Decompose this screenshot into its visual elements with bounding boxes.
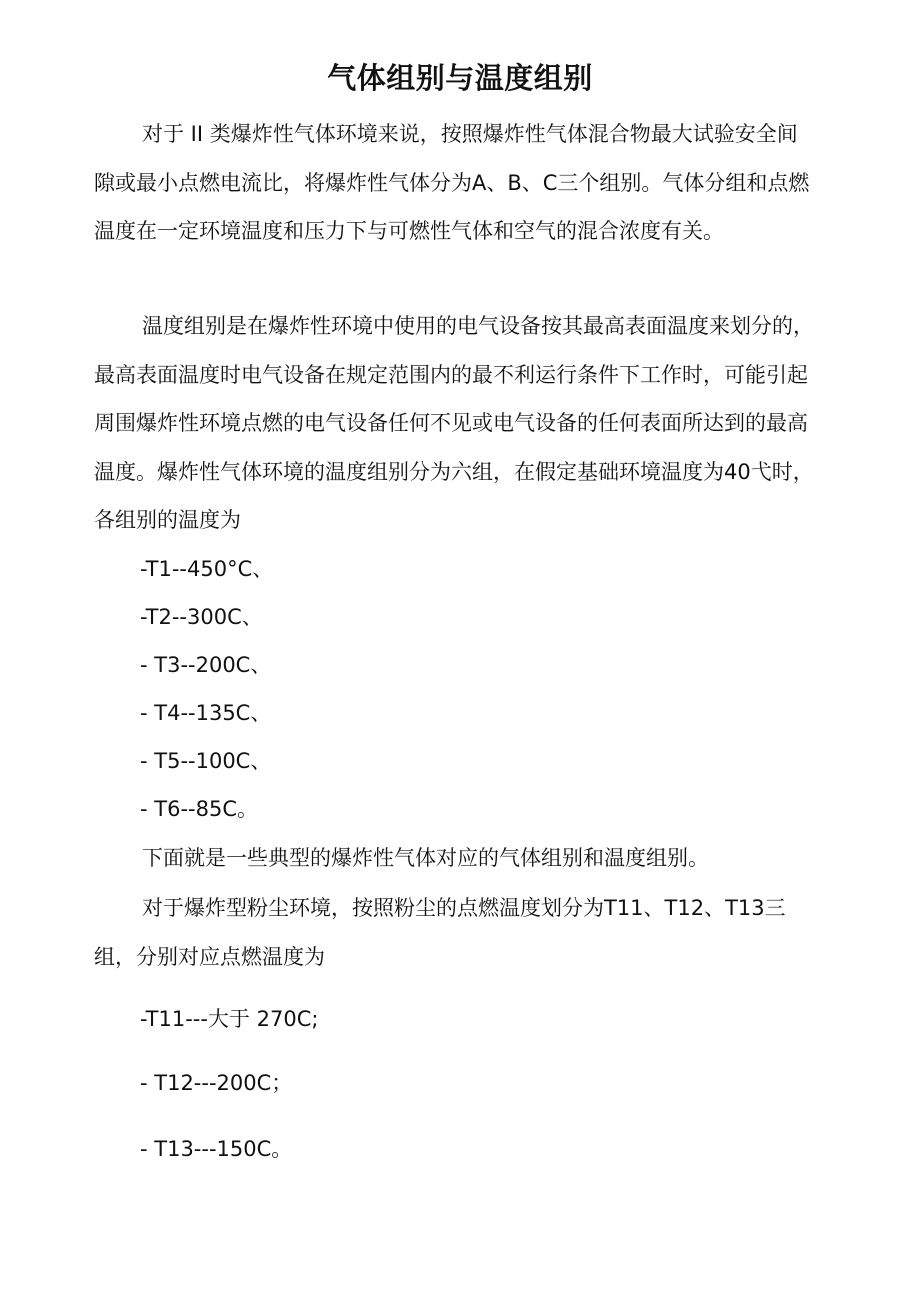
gas-class-item: - T5--100C、 [140,749,272,773]
page-title: 气体组别与温度组别 [327,61,593,95]
dust-class-item: - T12---200C； [140,1071,293,1095]
gas-class-item: - T6--85C。 [140,797,258,821]
paragraph-dust-environment: 对于爆炸型粉尘环境，按照粉尘的点燃温度划分为T11、T12、T13三组，分别对应点燃温度为 [94,896,786,969]
gas-class-item: -T2--300C、 [140,605,263,629]
paragraph-gas-groups: 对于 II 类爆炸性气体环境来说，按照爆炸性气体混合物最大试验安全间隙或最小点燃电流比，将爆炸性气体分为A、B、C三个组别。气体分组和点燃温度在一定环境温度和压力下与可燃性气体和空气的混合浓度有关。 [94,122,810,243]
gas-class-item: -T1--450°C、 [140,557,274,581]
paragraph-temperature-classes: 温度组别是在爆炸性环境中使用的电气设备按其最高表面温度来划分的，最高表面温度时电气设备在规定范围内的最不利运行条件下工作时，可能引起周围爆炸性环境点燃的电气设备任何不见或电气设备的任何表面所达到的最高温度。爆炸性气体环境的温度组别分为六组，在假定基础环境温度为40弋时，各组别的温度为 [94,314,814,532]
dust-class-item: - T13---150C。 [140,1137,293,1161]
gas-class-item: - T4--135C、 [140,701,272,725]
paragraph-typical-gases: 下面就是一些典型的爆炸性气体对应的气体组别和温度组别。 [142,846,709,870]
dust-class-item: -T11---大于 270C; [140,1007,319,1031]
gas-class-item: - T3--200C、 [140,653,272,677]
